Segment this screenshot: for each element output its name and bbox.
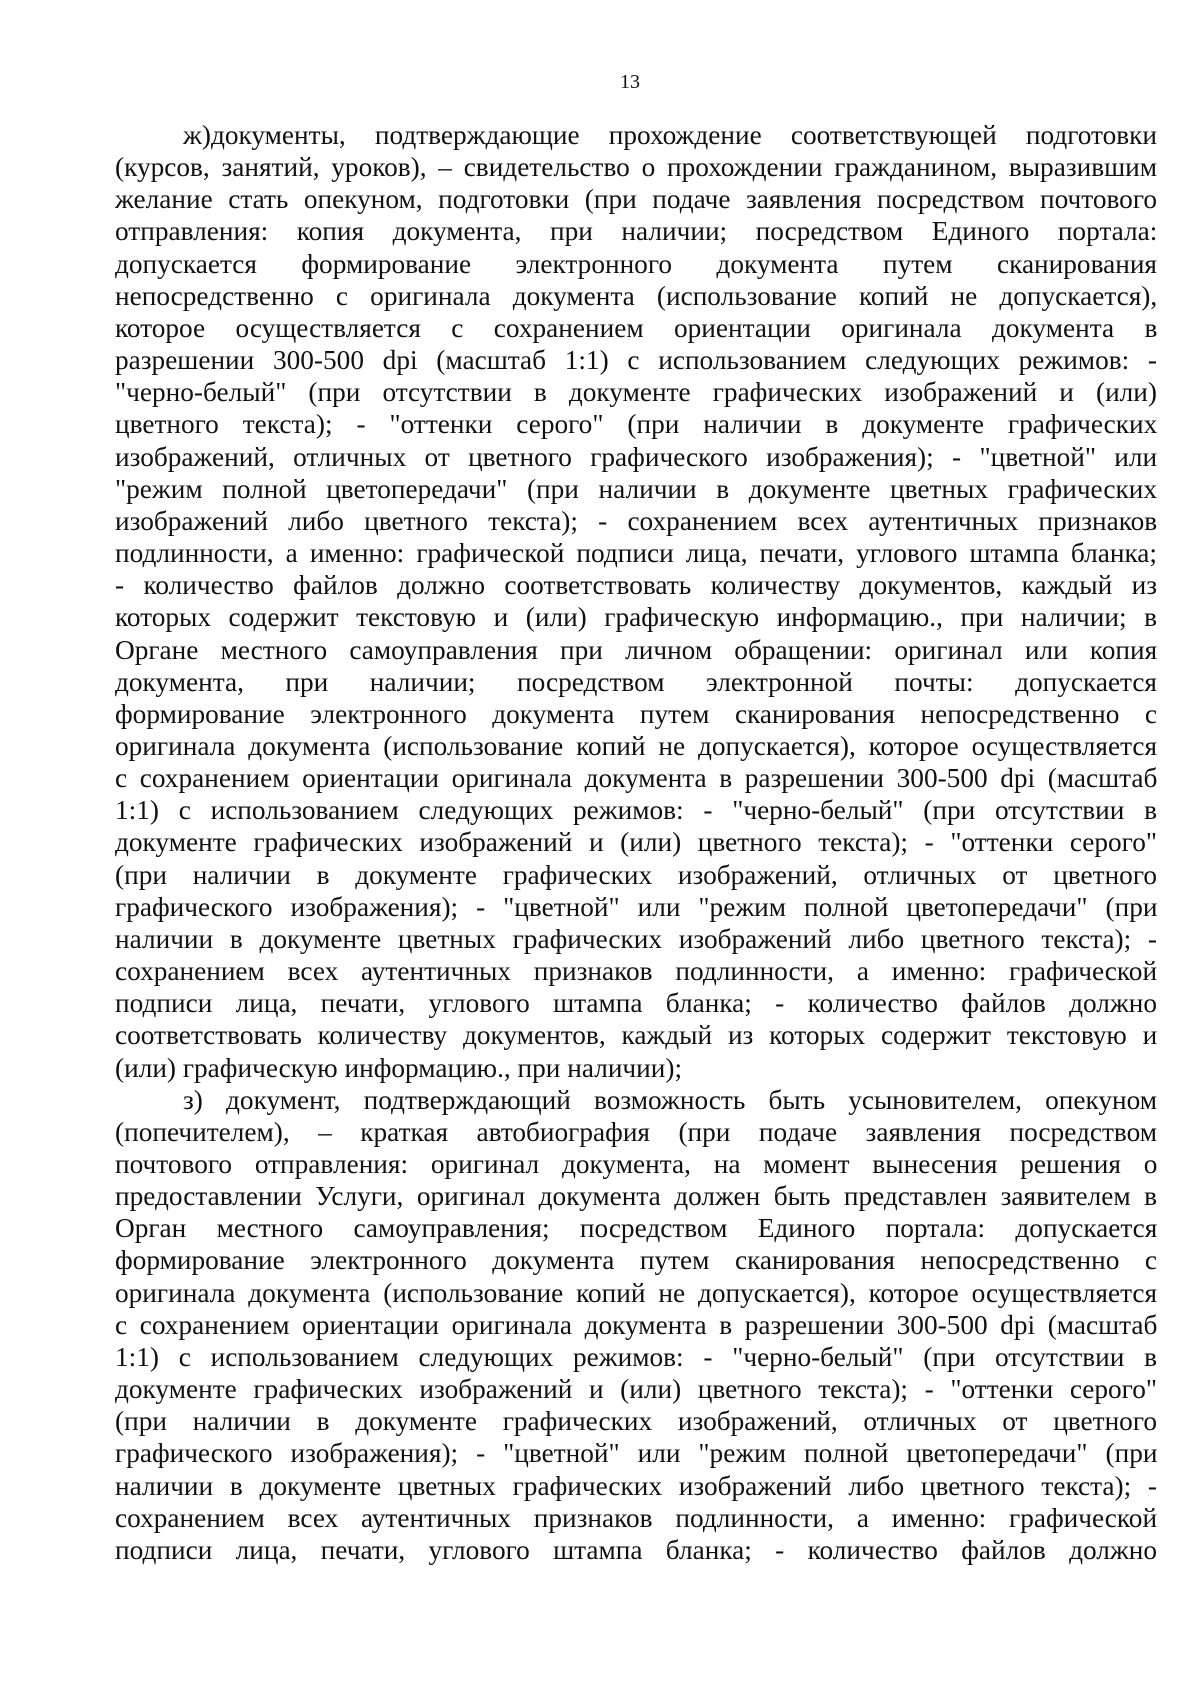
text-line: документа, при наличии; посредством электронной почты: допускается <box>115 666 1157 697</box>
text-line: почтового отправления: оригинал документа, на момент вынесения решения о <box>115 1149 1158 1179</box>
text-line: с сохранением ориентации оригинала документа в разрешении 300-500 dpi (масштаб <box>115 1309 1158 1340</box>
page-number: 13 <box>620 71 640 93</box>
text-line: "черно-белый" (при отсутствии в документе графических изображений и (или) <box>115 377 1157 408</box>
text-line: оригинала документа (использование копий не допускается), которое осуществляется <box>115 1277 1157 1308</box>
paragraph-zh <box>115 119 1157 1084</box>
text-line: изображений, отличных от цветного графического изображения); - "цветной" или <box>115 441 1158 472</box>
paragraph-z <box>115 1084 1157 1566</box>
text-line: 1:1) с использованием следующих режимов: - "черно-белый" (при отсутствии в <box>115 1341 1157 1372</box>
text-line: (курсов, занятий, уроков), – свидетельство о прохождении гражданином, выразившим <box>115 152 1157 183</box>
text-line: 1:1) с использованием следующих режимов: - "черно-белый" (при отсутствии в <box>115 795 1157 826</box>
text-line: подлинности, а именно: графической подписи лица, печати, углового штампа бланка; <box>115 538 1157 569</box>
text-line: изображений либо цветного текста); - сохранением всех аутентичных признаков <box>115 505 1158 536</box>
text-line: наличии в документе цветных графических изображений либо цветного текста); - <box>115 1470 1158 1501</box>
document-body <box>115 119 1157 1566</box>
text-line: цветного текста); - "оттенки серого" (при наличии в документе графических <box>115 409 1158 440</box>
text-line: с сохранением ориентации оригинала документа в разрешении 300-500 dpi (масштаб <box>115 763 1158 794</box>
text-line: непосредственно с оригинала документа (использование копий не допускается), <box>115 280 1158 311</box>
text-line: сохранением всех аутентичных признаков подлинности, а именно: графической <box>115 1502 1158 1533</box>
text-line: - количество файлов должно соответствовать количеству документов, каждый из <box>115 570 1157 601</box>
text-line: соответствовать количеству документов, каждый из которых содержит текстовую и <box>115 1020 1158 1051</box>
text-line: з) документ, подтверждающий возможность быть усыновителем, опекуном <box>183 1084 1157 1115</box>
text-line: Орган местного самоуправления; посредством Единого портала: допускается <box>115 1213 1158 1244</box>
text-line: (или) графическую информацию., при наличии); <box>115 1052 683 1083</box>
text-line: Органе местного самоуправления при личном обращении: оригинал или копия <box>115 634 1158 665</box>
text-line: которое осуществляется с сохранением ориентации оригинала документа в <box>115 312 1158 343</box>
text-line: предоставлении Услуги, оригинал документа должен быть представлен заявителем в <box>115 1181 1157 1212</box>
text-line: (при наличии в документе графических изображений, отличных от цветного <box>115 1406 1157 1437</box>
text-line: сохранением всех аутентичных признаков подлинности, а именно: графической <box>115 956 1158 987</box>
text-line: желание стать опекуном, подготовки (при подаче заявления посредством почтового <box>115 184 1157 215</box>
text-line: которых содержит текстовую и (или) графическую информацию., при наличии; в <box>115 602 1157 633</box>
text-line: отправления: копия документа, при наличии; посредством Единого портала: <box>115 216 1158 247</box>
text-line: ж)документы, подтверждающие прохождение соответствующей подготовки <box>183 120 1157 150</box>
text-line: "режим полной цветопередачи" (при наличии в документе цветных графических <box>115 473 1157 504</box>
text-line: допускается формирование электронного документа путем сканирования <box>115 248 1157 279</box>
text-line: (при наличии в документе графических изображений, отличных от цветного <box>115 859 1157 890</box>
text-line: документе графических изображений и (или) цветного текста); - "оттенки серого" <box>115 1374 1157 1405</box>
text-line: формирование электронного документа путем сканирования непосредственно с <box>115 1245 1157 1276</box>
text-line: разрешении 300-500 dpi (масштаб 1:1) с использованием следующих режимов: - <box>115 345 1157 376</box>
text-line: (попечителем), – краткая автобиография (при подаче заявления посредством <box>115 1116 1157 1147</box>
text-line: документе графических изображений и (или) цветного текста); - "оттенки серого" <box>115 827 1157 858</box>
text-line: подписи лица, печати, углового штампа бланка; - количество файлов должно <box>115 1534 1157 1565</box>
text-line: подписи лица, печати, углового штампа бланка; - количество файлов должно <box>115 988 1157 1019</box>
text-line: формирование электронного документа путем сканирования непосредственно с <box>115 698 1157 729</box>
text-line: графического изображения); - "цветной" или "режим полной цветопередачи" (при <box>115 1438 1158 1469</box>
text-line: оригинала документа (использование копий не допускается), которое осуществляется <box>115 730 1157 761</box>
text-line: графического изображения); - "цветной" или "режим полной цветопередачи" (при <box>115 891 1158 922</box>
text-line: наличии в документе цветных графических изображений либо цветного текста); - <box>115 923 1158 954</box>
